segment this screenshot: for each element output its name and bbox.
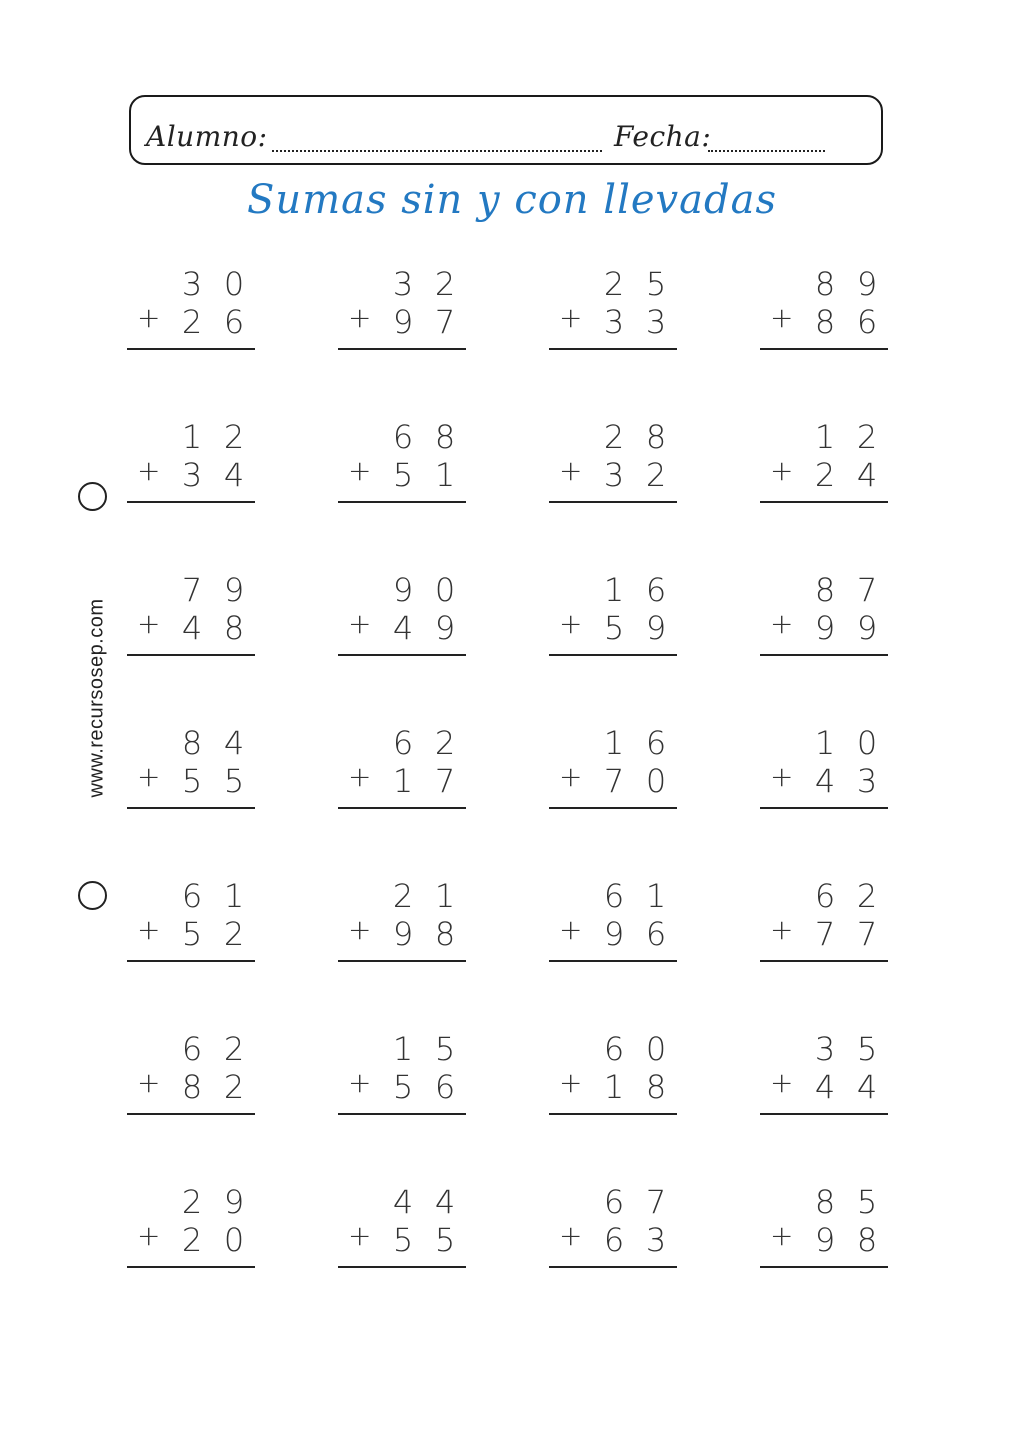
answer-line[interactable]	[127, 1113, 255, 1115]
addend-bottom-digit: 5	[392, 456, 414, 494]
plus-sign: +	[770, 1066, 794, 1099]
answer-line[interactable]	[549, 1266, 677, 1268]
answer-line[interactable]	[338, 1113, 466, 1115]
addend-bottom-digit: 7	[434, 303, 456, 341]
addend-bottom-digit: 3	[856, 762, 878, 800]
answer-line[interactable]	[549, 807, 677, 809]
answer-line[interactable]	[127, 960, 255, 962]
answer-line[interactable]	[549, 348, 677, 350]
side-url: www.recursosep.com	[85, 598, 108, 798]
addend-bottom-digit: 9	[392, 303, 414, 341]
addend-bottom-digit: 7	[814, 915, 836, 953]
addend-top-digit: 5	[856, 1183, 878, 1221]
addend-top-digit: 4	[392, 1183, 414, 1221]
plus-sign: +	[348, 913, 372, 946]
addend-bottom-digit: 3	[603, 303, 625, 341]
addend-top-digit: 2	[392, 877, 414, 915]
plus-sign: +	[137, 1219, 161, 1252]
answer-line[interactable]	[127, 654, 255, 656]
answer-line[interactable]	[549, 654, 677, 656]
plus-sign: +	[770, 301, 794, 334]
addend-top-digit: 5	[856, 1030, 878, 1068]
addend-bottom-digit: 8	[814, 303, 836, 341]
addend-top-digit: 2	[603, 265, 625, 303]
addend-top-digit: 1	[434, 877, 456, 915]
addition-problem	[127, 723, 255, 813]
addend-bottom-digit: 9	[856, 609, 878, 647]
addend-bottom-digit: 9	[645, 609, 667, 647]
answer-line[interactable]	[760, 1113, 888, 1115]
addend-top-digit: 6	[603, 1183, 625, 1221]
answer-line[interactable]	[338, 501, 466, 503]
plus-sign: +	[559, 301, 583, 334]
addend-top-digit: 9	[223, 571, 245, 609]
addend-top-digit: 8	[814, 1183, 836, 1221]
addend-top-digit: 6	[392, 418, 414, 456]
plus-sign: +	[770, 913, 794, 946]
date-label: Fecha:	[614, 120, 712, 153]
plus-sign: +	[348, 760, 372, 793]
addend-top-digit: 6	[181, 877, 203, 915]
addend-bottom-digit: 5	[223, 762, 245, 800]
student-name-line[interactable]	[272, 150, 602, 152]
addend-top-digit: 7	[645, 1183, 667, 1221]
plus-sign: +	[137, 760, 161, 793]
student-label: Alumno:	[146, 120, 268, 153]
plus-sign: +	[348, 454, 372, 487]
addend-top-digit: 9	[223, 1183, 245, 1221]
addend-top-digit: 2	[603, 418, 625, 456]
addition-problem	[338, 1182, 466, 1272]
addend-bottom-digit: 4	[856, 1068, 878, 1106]
addend-top-digit: 6	[181, 1030, 203, 1068]
plus-sign: +	[137, 607, 161, 640]
addition-problem	[127, 876, 255, 966]
addend-top-digit: 3	[814, 1030, 836, 1068]
addend-top-digit: 2	[856, 418, 878, 456]
addend-top-digit: 2	[434, 265, 456, 303]
addend-bottom-digit: 8	[181, 1068, 203, 1106]
addend-top-digit: 7	[181, 571, 203, 609]
plus-sign: +	[348, 607, 372, 640]
addend-top-digit: 2	[223, 418, 245, 456]
addition-problem	[338, 1029, 466, 1119]
addend-bottom-digit: 8	[223, 609, 245, 647]
addend-top-digit: 6	[603, 877, 625, 915]
answer-line[interactable]	[338, 654, 466, 656]
answer-line[interactable]	[549, 501, 677, 503]
addend-bottom-digit: 6	[603, 1221, 625, 1259]
plus-sign: +	[137, 913, 161, 946]
plus-sign: +	[770, 760, 794, 793]
addend-bottom-digit: 2	[181, 303, 203, 341]
addend-bottom-digit: 6	[856, 303, 878, 341]
addition-problem	[338, 723, 466, 813]
addend-bottom-digit: 4	[814, 1068, 836, 1106]
addition-problem	[760, 1182, 888, 1272]
addition-problem	[127, 264, 255, 354]
addend-top-digit: 1	[392, 1030, 414, 1068]
plus-sign: +	[137, 1066, 161, 1099]
addend-bottom-digit: 5	[434, 1221, 456, 1259]
addend-top-digit: 9	[392, 571, 414, 609]
addition-problem	[127, 417, 255, 507]
addend-bottom-digit: 7	[856, 915, 878, 953]
addition-problem	[549, 1029, 677, 1119]
addend-top-digit: 8	[814, 265, 836, 303]
addend-bottom-digit: 4	[392, 609, 414, 647]
addend-bottom-digit: 4	[856, 456, 878, 494]
addend-bottom-digit: 6	[223, 303, 245, 341]
addend-top-digit: 9	[856, 265, 878, 303]
answer-line[interactable]	[338, 960, 466, 962]
addend-bottom-digit: 9	[814, 609, 836, 647]
addend-bottom-digit: 2	[181, 1221, 203, 1259]
addend-bottom-digit: 1	[434, 456, 456, 494]
addend-bottom-digit: 7	[603, 762, 625, 800]
addition-problem	[549, 1182, 677, 1272]
addend-bottom-digit: 2	[814, 456, 836, 494]
addend-top-digit: 6	[645, 724, 667, 762]
addend-top-digit: 2	[856, 877, 878, 915]
addend-top-digit: 8	[434, 418, 456, 456]
addend-bottom-digit: 0	[645, 762, 667, 800]
answer-line[interactable]	[127, 807, 255, 809]
answer-line[interactable]	[549, 1113, 677, 1115]
addend-top-digit: 1	[603, 571, 625, 609]
addend-bottom-digit: 2	[645, 456, 667, 494]
addend-top-digit: 8	[814, 571, 836, 609]
addend-bottom-digit: 4	[814, 762, 836, 800]
plus-sign: +	[348, 1219, 372, 1252]
addend-bottom-digit: 7	[434, 762, 456, 800]
answer-line[interactable]	[760, 807, 888, 809]
addend-top-digit: 4	[223, 724, 245, 762]
addend-top-digit: 2	[434, 724, 456, 762]
addend-bottom-digit: 1	[603, 1068, 625, 1106]
plus-sign: +	[559, 760, 583, 793]
addend-bottom-digit: 6	[434, 1068, 456, 1106]
answer-line[interactable]	[760, 501, 888, 503]
plus-sign: +	[559, 607, 583, 640]
addend-top-digit: 0	[434, 571, 456, 609]
addend-bottom-digit: 6	[645, 915, 667, 953]
addend-top-digit: 1	[814, 418, 836, 456]
addend-bottom-digit: 9	[603, 915, 625, 953]
addition-problem	[549, 417, 677, 507]
addend-top-digit: 2	[223, 1030, 245, 1068]
addend-top-digit: 1	[645, 877, 667, 915]
addend-bottom-digit: 9	[434, 609, 456, 647]
addend-bottom-digit: 5	[392, 1068, 414, 1106]
page-title: Sumas sin y con llevadas	[247, 177, 777, 223]
addition-problem	[760, 570, 888, 660]
addend-bottom-digit: 8	[856, 1221, 878, 1259]
addend-bottom-digit: 4	[181, 609, 203, 647]
addend-top-digit: 7	[856, 571, 878, 609]
answer-line[interactable]	[338, 807, 466, 809]
addend-top-digit: 8	[645, 418, 667, 456]
answer-line[interactable]	[760, 654, 888, 656]
addend-top-digit: 1	[181, 418, 203, 456]
answer-line[interactable]	[338, 1266, 466, 1268]
plus-sign: +	[137, 454, 161, 487]
answer-line[interactable]	[127, 501, 255, 503]
binder-hole-top	[78, 482, 107, 511]
answer-line[interactable]	[760, 1266, 888, 1268]
plus-sign: +	[559, 1066, 583, 1099]
answer-line[interactable]	[338, 348, 466, 350]
addition-problem	[760, 876, 888, 966]
addend-top-digit: 1	[814, 724, 836, 762]
addend-top-digit: 6	[392, 724, 414, 762]
addend-bottom-digit: 3	[645, 1221, 667, 1259]
addend-top-digit: 6	[814, 877, 836, 915]
addition-problem	[127, 1182, 255, 1272]
addend-top-digit: 3	[181, 265, 203, 303]
plus-sign: +	[559, 913, 583, 946]
plus-sign: +	[770, 1219, 794, 1252]
addition-problem	[338, 876, 466, 966]
addition-problem	[760, 417, 888, 507]
addend-bottom-digit: 8	[434, 915, 456, 953]
plus-sign: +	[559, 454, 583, 487]
addend-bottom-digit: 3	[603, 456, 625, 494]
addend-bottom-digit: 1	[392, 762, 414, 800]
date-line[interactable]	[708, 150, 825, 152]
addend-top-digit: 1	[603, 724, 625, 762]
addend-bottom-digit: 2	[223, 1068, 245, 1106]
addend-top-digit: 6	[603, 1030, 625, 1068]
plus-sign: +	[770, 454, 794, 487]
addition-problem	[549, 876, 677, 966]
addend-bottom-digit: 3	[181, 456, 203, 494]
addend-bottom-digit: 2	[223, 915, 245, 953]
addition-problem	[760, 723, 888, 813]
plus-sign: +	[348, 1066, 372, 1099]
addition-problem	[549, 723, 677, 813]
plus-sign: +	[348, 301, 372, 334]
answer-line[interactable]	[760, 348, 888, 350]
addend-bottom-digit: 5	[181, 915, 203, 953]
binder-hole-bottom	[78, 881, 107, 910]
addition-problem	[760, 1029, 888, 1119]
addition-problem	[549, 570, 677, 660]
addend-top-digit: 5	[434, 1030, 456, 1068]
answer-line[interactable]	[127, 348, 255, 350]
addition-problem	[127, 1029, 255, 1119]
addend-top-digit: 6	[645, 571, 667, 609]
addend-top-digit: 2	[181, 1183, 203, 1221]
addend-top-digit: 3	[392, 265, 414, 303]
addition-problem	[338, 417, 466, 507]
addend-bottom-digit: 3	[645, 303, 667, 341]
addend-bottom-digit: 8	[645, 1068, 667, 1106]
addend-top-digit: 4	[434, 1183, 456, 1221]
addend-bottom-digit: 5	[603, 609, 625, 647]
addend-bottom-digit: 5	[392, 1221, 414, 1259]
addend-bottom-digit: 9	[392, 915, 414, 953]
addition-problem	[127, 570, 255, 660]
addend-bottom-digit: 4	[223, 456, 245, 494]
plus-sign: +	[559, 1219, 583, 1252]
addend-bottom-digit: 9	[814, 1221, 836, 1259]
addition-problem	[549, 264, 677, 354]
addend-top-digit: 0	[223, 265, 245, 303]
addend-top-digit: 1	[223, 877, 245, 915]
addend-top-digit: 5	[645, 265, 667, 303]
addition-problem	[338, 264, 466, 354]
addend-top-digit: 0	[856, 724, 878, 762]
answer-line[interactable]	[549, 960, 677, 962]
plus-sign: +	[137, 301, 161, 334]
plus-sign: +	[770, 607, 794, 640]
addition-problem	[338, 570, 466, 660]
addend-bottom-digit: 5	[181, 762, 203, 800]
addition-problem	[760, 264, 888, 354]
answer-line[interactable]	[760, 960, 888, 962]
addend-top-digit: 0	[645, 1030, 667, 1068]
addend-bottom-digit: 0	[223, 1221, 245, 1259]
answer-line[interactable]	[127, 1266, 255, 1268]
addend-top-digit: 8	[181, 724, 203, 762]
